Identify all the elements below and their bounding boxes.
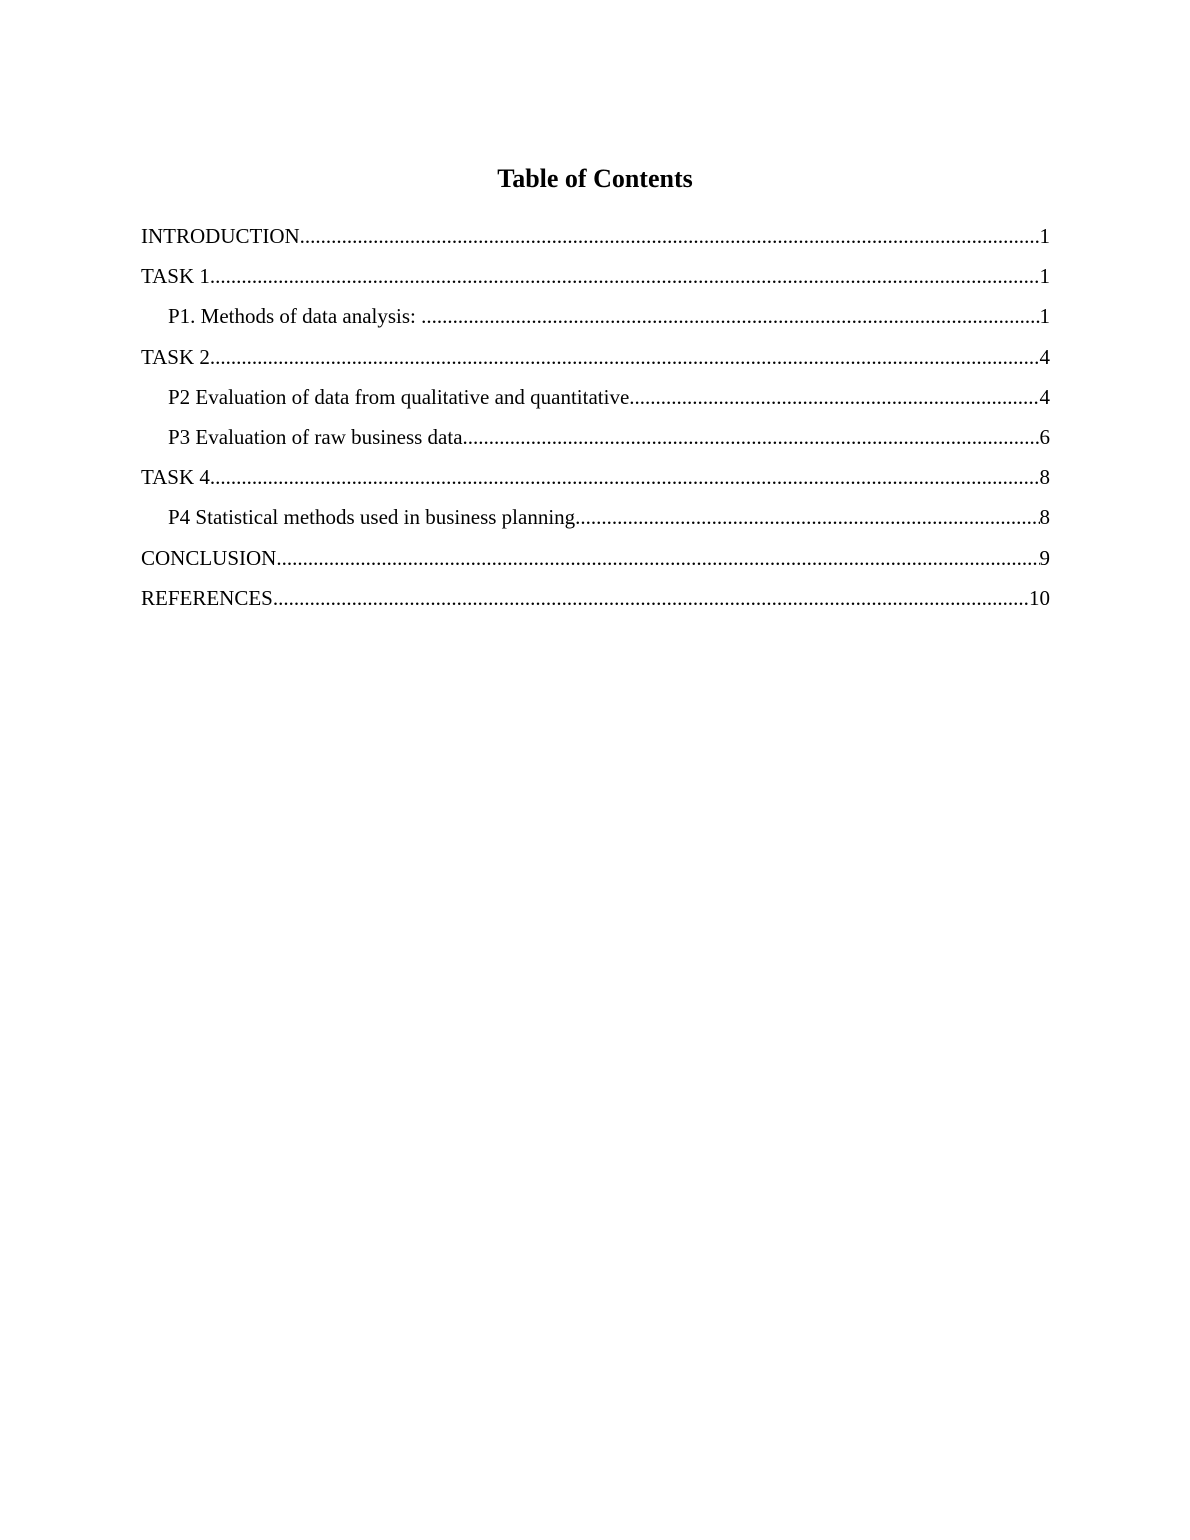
toc-dot-leader <box>575 501 1039 533</box>
toc-entry-p2[interactable] <box>141 381 1050 421</box>
toc-entry-label: TASK 2 <box>141 344 210 369</box>
toc-entry-p3[interactable] <box>141 421 1050 461</box>
toc-dot-leader <box>210 341 1040 373</box>
toc-entry-p4[interactable] <box>141 501 1050 541</box>
toc-entry-label: REFERENCES <box>141 585 273 610</box>
toc-list <box>141 220 1050 622</box>
toc-dot-leader <box>421 300 1039 332</box>
toc-entry-page: 4 <box>1039 384 1050 409</box>
toc-dot-leader <box>629 381 1039 413</box>
toc-entry-label: P2 Evaluation of data from qualitative and quantitative <box>168 384 630 409</box>
toc-entry-label: P1. Methods of data analysis: <box>168 304 422 329</box>
toc-entry-label: CONCLUSION <box>141 545 277 570</box>
toc-entry-page: 10 <box>1029 585 1050 610</box>
toc-entry-introduction[interactable] <box>141 220 1050 260</box>
toc-entry-page: 1 <box>1039 224 1050 248</box>
toc-entry-page: 1 <box>1039 304 1050 329</box>
toc-entry-task-4[interactable] <box>141 461 1050 501</box>
toc-title: Table of Contents <box>497 164 693 193</box>
toc-entry-label: INTRODUCTION <box>141 224 300 248</box>
toc-dot-leader <box>276 542 1039 574</box>
toc-entry-conclusion[interactable] <box>141 542 1050 582</box>
toc-dot-leader <box>273 582 1029 614</box>
toc-entry-page: 9 <box>1039 545 1050 570</box>
toc-entry-task-2[interactable] <box>141 341 1050 381</box>
toc-dot-leader <box>210 260 1040 292</box>
toc-entry-page: 8 <box>1039 505 1050 530</box>
toc-entry-label: TASK 1 <box>141 264 210 289</box>
toc-entry-page: 1 <box>1039 264 1050 289</box>
toc-entry-label: TASK 4 <box>141 465 210 490</box>
toc-entry-page: 4 <box>1039 344 1050 369</box>
toc-entry-label: P4 Statistical methods used in business planning <box>168 505 576 530</box>
toc-entry-page: 6 <box>1039 424 1050 449</box>
toc-entry-task-1[interactable] <box>141 260 1050 300</box>
toc-dot-leader <box>463 421 1040 453</box>
toc-entry-p1[interactable] <box>141 300 1050 340</box>
toc-dot-leader <box>210 461 1040 493</box>
toc-entry-references[interactable] <box>141 582 1050 622</box>
toc-dot-leader <box>300 220 1040 252</box>
toc-entry-label: P3 Evaluation of raw business data <box>168 424 463 449</box>
toc-entry-page: 8 <box>1039 465 1050 490</box>
